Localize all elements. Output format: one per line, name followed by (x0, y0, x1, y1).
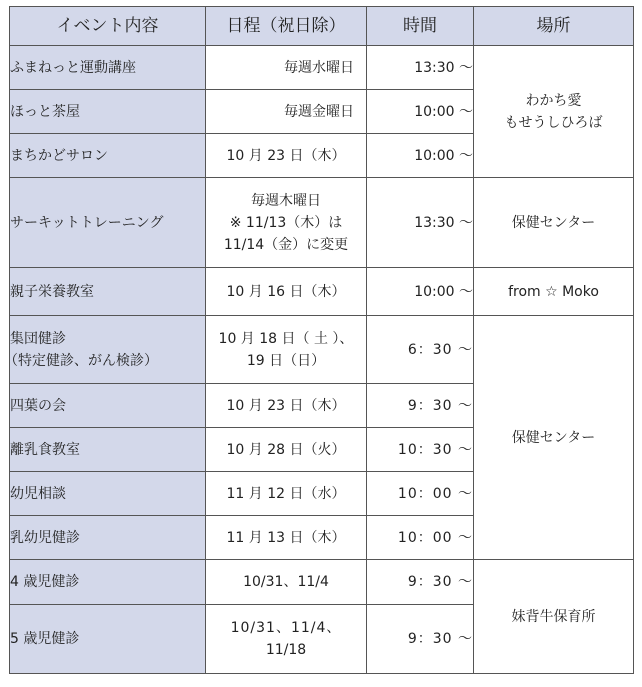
event-schedule-table (4, 6, 634, 674)
event-date: 10 月 18 日（ 土 ）、 (218, 330, 354, 347)
event-name-cell (10, 384, 206, 428)
event-name-cell (4, 316, 206, 384)
event-time: 6：30 〜 (367, 316, 474, 384)
event-name-cell (10, 560, 206, 605)
place-name: 妹背牛保育所 (511, 608, 596, 625)
date-cell (206, 178, 367, 268)
event-time: 10:00 〜 (367, 134, 474, 178)
header-date: 日程（祝日除） (206, 7, 367, 46)
event-name-cell (10, 605, 206, 674)
event-name: ほっと茶屋 (10, 103, 80, 120)
event-date: 毎週金曜日 (284, 103, 354, 120)
date-cell (206, 46, 367, 90)
event-date: 11/18 (265, 642, 307, 658)
table-row (10, 560, 634, 605)
event-name: まちかどサロン (10, 147, 108, 164)
place-cell-frommoko (474, 268, 634, 316)
event-time: 13:30 〜 (367, 46, 474, 90)
place-cell-imoseushi (474, 560, 634, 674)
event-name-cell (10, 178, 206, 268)
event-date: 10 月 23 日（木） (226, 147, 346, 164)
event-date: 10/31、11/4、 (230, 620, 342, 636)
date-cell (206, 605, 367, 674)
event-date: 11 月 12 日（水） (226, 485, 346, 502)
table-row (10, 268, 634, 316)
event-date: 11 月 13 日（木） (226, 529, 346, 546)
place-cell-wakachi (474, 46, 634, 178)
event-name: 親子栄養教室 (10, 283, 94, 300)
event-name-cell (10, 134, 206, 178)
table-header-row (10, 7, 634, 46)
event-date: 毎週水曜日 (284, 59, 354, 76)
date-cell (206, 268, 367, 316)
table-row (10, 178, 634, 268)
event-name-cell (10, 90, 206, 134)
place-cell-hoken2 (474, 316, 634, 560)
header-time: 時間 (367, 7, 474, 46)
event-name-cell (10, 428, 206, 472)
event-date: 10 月 28 日（火） (226, 441, 346, 458)
date-cell (206, 516, 367, 560)
table-row (10, 316, 634, 384)
event-name: 乳幼児健診 (10, 529, 80, 546)
table-row (10, 46, 634, 90)
date-cell (206, 134, 367, 178)
event-name-cell (10, 516, 206, 560)
event-time: 9：30 〜 (367, 560, 474, 605)
date-cell (206, 428, 367, 472)
event-time: 10:00 〜 (367, 90, 474, 134)
event-time: 10:00 〜 (367, 268, 474, 316)
event-name: 四葉の会 (10, 397, 66, 414)
header-event: イベント内容 (10, 7, 206, 46)
place-name: もせうしひろば (504, 114, 603, 131)
place-name: わかち愛 (525, 92, 582, 109)
event-date: 19 日（日） (246, 352, 326, 369)
date-cell (206, 316, 367, 384)
date-cell (206, 384, 367, 428)
event-name: 離乳食教室 (10, 441, 80, 458)
event-name-cell (10, 472, 206, 516)
date-cell (206, 90, 367, 134)
date-cell (206, 472, 367, 516)
event-name: サーキットトレーニング (10, 214, 164, 231)
event-name: 4 歳児健診 (10, 574, 80, 590)
place-cell-hoken1 (474, 178, 634, 268)
event-time: 10：30 〜 (367, 428, 474, 472)
event-date-note: ※ 11/13（木）は (229, 214, 343, 231)
event-name: ふまねっと運動講座 (10, 59, 136, 76)
place-name: 保健センター (511, 214, 596, 231)
event-time: 9：30 〜 (367, 605, 474, 674)
event-time: 10：00 〜 (367, 472, 474, 516)
event-name: 5 歳児健診 (10, 631, 80, 647)
event-subtitle: （特定健診、がん検診） (4, 352, 158, 369)
event-date: 10 月 23 日（木） (226, 397, 346, 414)
event-date: 10 月 16 日（木） (226, 283, 346, 300)
event-name-cell (10, 46, 206, 90)
header-place: 場所 (474, 7, 634, 46)
event-time: 10：00 〜 (367, 516, 474, 560)
event-date-note: 11/14（金）に変更 (223, 236, 349, 253)
event-name-cell (10, 268, 206, 316)
event-name: 幼児相談 (10, 485, 66, 502)
event-time: 9：30 〜 (367, 384, 474, 428)
event-name: 集団健診 (10, 330, 66, 347)
event-date: 10/31、11/4 (243, 574, 329, 590)
event-date: 毎週木曜日 (251, 192, 321, 209)
place-name: from ☆ Moko (508, 283, 599, 300)
event-time: 13:30 〜 (367, 178, 474, 268)
date-cell (206, 560, 367, 605)
place-name: 保健センター (511, 429, 596, 446)
